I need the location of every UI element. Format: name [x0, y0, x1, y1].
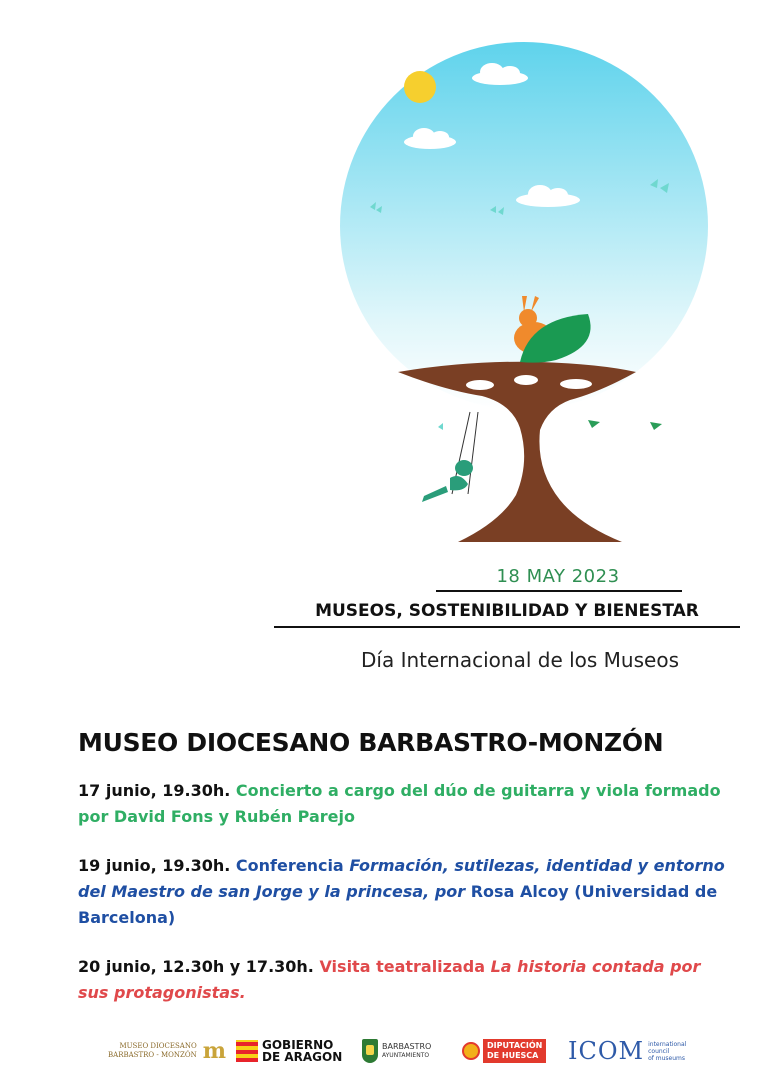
- logo-text: DE ARAGON: [262, 1050, 343, 1064]
- diputacion-mark-icon: [462, 1042, 480, 1060]
- sun-icon: [404, 71, 436, 103]
- event-type: Conferencia: [235, 856, 344, 875]
- event-item: [78, 778, 728, 830]
- event-date: 18 MAY 2023: [496, 566, 620, 587]
- event-speaker: Rosa Alcoy (Universidad de Barcelona): [78, 882, 718, 927]
- diputacion-huesca-logo: [462, 1030, 546, 1072]
- barbastro-shield-icon: [362, 1039, 378, 1063]
- sponsor-logos: [90, 1030, 730, 1072]
- event-when: 19 junio, 19.30h.: [78, 856, 231, 875]
- bird-icon: [588, 420, 662, 430]
- event-item: [78, 954, 728, 1006]
- logo-text: DE HUESCA: [487, 1051, 539, 1060]
- museo-mark-icon: m: [202, 1038, 226, 1064]
- logo-text: GOBIERNO: [262, 1038, 334, 1052]
- girl-on-swing-icon: [422, 460, 473, 502]
- logo-text: international: [648, 1040, 687, 1048]
- logo-text: MUSEO DIOCESANO: [119, 1042, 197, 1050]
- logo-text: of museums: [648, 1054, 686, 1062]
- logo-text: council: [648, 1047, 670, 1055]
- logo-text: AYUNTAMIENTO: [382, 1052, 430, 1059]
- museo-diocesano-logo: [108, 1030, 226, 1072]
- logo-text: BARBASTRO: [382, 1042, 432, 1051]
- event-item: [78, 853, 728, 931]
- icom-logo: [568, 1030, 686, 1072]
- event-when: 20 junio, 12.30h y 17.30h.: [78, 957, 314, 976]
- divider: [436, 590, 682, 592]
- logo-text: ICOM: [568, 1037, 645, 1065]
- event-title: La historia contada por sus protagonistas.: [78, 957, 701, 1002]
- event-by: por: [434, 882, 466, 901]
- tree-trunk: [398, 362, 636, 542]
- barbastro-logo: [362, 1030, 431, 1072]
- divider: [274, 626, 740, 628]
- aragon-flag-icon: [236, 1040, 258, 1062]
- event-when: 17 junio, 19.30h.: [78, 781, 231, 800]
- event-description: Concierto a cargo del dúo de guitarra y viola formado por David Fons y Rubén Parejo: [78, 781, 721, 826]
- event-theme: MUSEOS, SOSTENIBILIDAD Y BIENESTAR: [315, 601, 699, 621]
- event-title: Formación, sutilezas, identidad y entorno del Maestro de san Jorge y la princesa,: [78, 856, 725, 901]
- logo-text: DIPUTACIÓN: [487, 1041, 543, 1050]
- museum-title: MUSEO DIOCESANO BARBASTRO-MONZÓN: [78, 728, 664, 757]
- logo-text: BARBASTRO - MONZÓN: [108, 1051, 197, 1059]
- gobierno-aragon-logo: [236, 1030, 342, 1072]
- event-type: Visita teatralizada: [319, 957, 486, 976]
- event-name: Día Internacional de los Museos: [361, 648, 679, 672]
